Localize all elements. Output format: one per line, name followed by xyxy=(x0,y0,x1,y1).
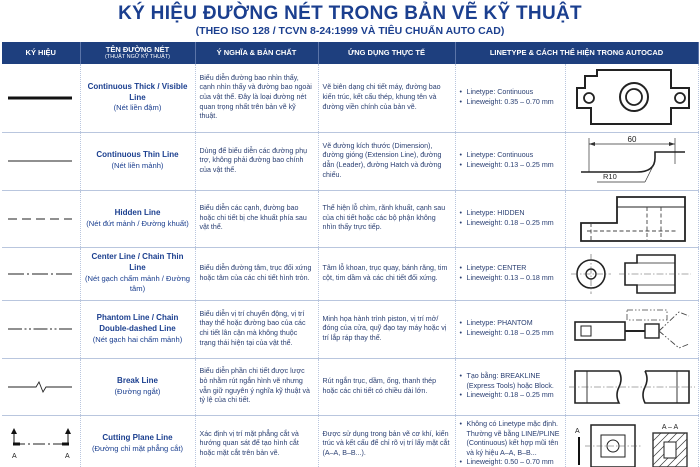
section-view-title: A – A xyxy=(661,423,678,431)
page-subtitle: (THEO ISO 128 / TCVN 8-24:1999 VÀ TIÊU CHUẨN AUTO CAD) xyxy=(195,25,505,37)
radius-text: R10 xyxy=(602,171,617,181)
figure-center-part xyxy=(565,247,698,300)
line-types-table xyxy=(2,42,699,467)
symbol-phantom-line xyxy=(2,300,80,358)
figure-break-shaft xyxy=(565,358,698,415)
line-meaning: Biểu diễn phần chi tiết được lược bỏ nhằm rút ngắn hình vẽ nhưng vẫn giữ nguyên ý nghĩa kỹ thuật và tỷ lệ của chi tiết. xyxy=(195,358,318,415)
header-symbol: KÝ HIỆU xyxy=(2,42,80,64)
header-linetype: LINETYPE & CÁCH THỂ HIỆN TRONG AUTOCAD xyxy=(455,42,698,64)
line-linetype: • Linetype: Continuous • Lineweight: 0.35 – 0.70 mm xyxy=(455,64,565,132)
line-meaning: Dùng để biểu diễn các đường phụ trợ, không phải đường bao chính của vật thể. xyxy=(195,132,318,190)
line-name: Center Line / Chain Thin Line (Nét gạch chấm mảnh / Đường tâm) xyxy=(80,247,195,300)
header-meaning: Ý NGHĨA & BẢN CHẤT xyxy=(195,42,318,64)
line-name: Continuous Thin Line (Nét liền mảnh) xyxy=(80,132,195,190)
header-application: ỨNG DỤNG THỰC TẾ xyxy=(318,42,455,64)
table-row xyxy=(2,358,698,415)
line-name: Cutting Plane Line (Đường chỉ mặt phẳng cắt) xyxy=(80,415,195,467)
line-application: Thể hiện lỗ chìm, rãnh khuất, cạnh sau của chi tiết hoặc các bộ phận không nhìn thấy trực tiếp. xyxy=(318,190,455,247)
line-name: Hidden Line (Nét đứt mảnh / Đường khuất) xyxy=(80,190,195,247)
symbol-thick-line xyxy=(2,64,80,132)
table-row xyxy=(2,190,698,247)
table-row xyxy=(2,415,698,467)
figure-visible-part xyxy=(565,64,698,132)
section-arrow-label: A xyxy=(574,427,580,435)
symbol-cutting-plane xyxy=(2,415,80,467)
table-row xyxy=(2,247,698,300)
line-name: Break Line (Đường ngắt) xyxy=(80,358,195,415)
line-application: Vẽ biên dạng chi tiết máy, đường bao kiến trúc, kết cấu thép, khung tên và đường viền chính của bản vẽ. xyxy=(318,64,455,132)
line-meaning: Biểu diễn vị trí chuyển động, vị trí thay thế hoặc đường bao của các chi tiết lân cận mà không thuộc trạng thái hiện tại của vật thể. xyxy=(195,300,318,358)
line-linetype: • Linetype: Continuous • Lineweight: 0.13 – 0.25 mm xyxy=(455,132,565,190)
symbol-center-line xyxy=(2,247,80,300)
cut-label-right: A xyxy=(65,453,70,460)
figure-dimension xyxy=(565,132,698,190)
figure-phantom-part xyxy=(565,300,698,358)
cut-label-left: A xyxy=(12,453,17,460)
line-name: Continuous Thick / Visible Line (Nét liền đậm) xyxy=(80,64,195,132)
dimension-text: 60 xyxy=(627,134,636,144)
table-row xyxy=(2,64,698,132)
line-linetype: • Tạo bằng: BREAKLINE (Express Tools) hoặc Block. • Lineweight: 0.18 – 0.25 mm xyxy=(455,358,565,415)
line-meaning: Xác định vị trí mặt phẳng cắt và hướng quan sát để tạo hình cắt hoặc mặt cắt trên bản vẽ. xyxy=(195,415,318,467)
line-linetype: • Không có Linetype mặc định. Thường vẽ bằng LINE/PLINE (Continuous) kết hợp mũi tên và ký hiệu A–A, B–B... • Lineweight: 0.50 – 0.70 mm xyxy=(455,415,565,467)
line-application: Vẽ đường kích thước (Dimension), đường gióng (Extension Line), đường dẫn (Leader), đường Hatch và đường chiếu. xyxy=(318,132,455,190)
page-title: KÝ HIỆU ĐƯỜNG NÉT TRONG BẢN VẼ KỸ THUẬT xyxy=(118,3,582,24)
table-row xyxy=(2,300,698,358)
line-application: Minh họa hành trình piston, vị trí mở/đóng của cửa, quỹ đạo tay máy hoặc vị trí lắp ráp thay thế. xyxy=(318,300,455,358)
symbol-thin-line xyxy=(2,132,80,190)
symbol-hidden-line xyxy=(2,190,80,247)
line-name: Phantom Line / Chain Double-dashed Line (Nét gạch hai chấm mảnh) xyxy=(80,300,195,358)
line-meaning: Biểu diễn đường bao nhìn thấy, cạnh nhìn thấy và đường bao ngoài của vật thể. Đây là loại đường nét quan trọng nhất trên bản vẽ kỹ thuật. xyxy=(195,64,318,132)
line-linetype: • Linetype: CENTER • Lineweight: 0.13 – 0.18 mm xyxy=(455,247,565,300)
line-linetype: • Linetype: PHANTOM • Lineweight: 0.18 – 0.25 mm xyxy=(455,300,565,358)
line-meaning: Biểu diễn đường tâm, trục đối xứng hoặc tâm của các chi tiết hình tròn. xyxy=(195,247,318,300)
symbol-break-line xyxy=(2,358,80,415)
line-meaning: Biểu diễn các cạnh, đường bao hoặc chi tiết bị che khuất phía sau vật thể. xyxy=(195,190,318,247)
table-row xyxy=(2,132,698,190)
figure-hidden-part xyxy=(565,190,698,247)
line-application: Tâm lỗ khoan, trục quay, bánh răng, tim cột, tim dầm và các chi tiết đối xứng. xyxy=(318,247,455,300)
header-name: TÊN ĐƯỜNG NÉT (THUẬT NGỮ KỸ THUẬT) xyxy=(80,42,195,64)
line-linetype: • Linetype: HIDDEN • Lineweight: 0.18 – 0.25 mm xyxy=(455,190,565,247)
line-application: Rút ngắn trục, dầm, ống, thanh thép hoặc các chi tiết có chiều dài lớn. xyxy=(318,358,455,415)
line-application: Được sử dụng trong bản vẽ cơ khí, kiến trúc và kết cấu để chỉ rõ vị trí lấy mặt cắt (A–A, B–B...). xyxy=(318,415,455,467)
figure-section-view xyxy=(565,415,698,467)
